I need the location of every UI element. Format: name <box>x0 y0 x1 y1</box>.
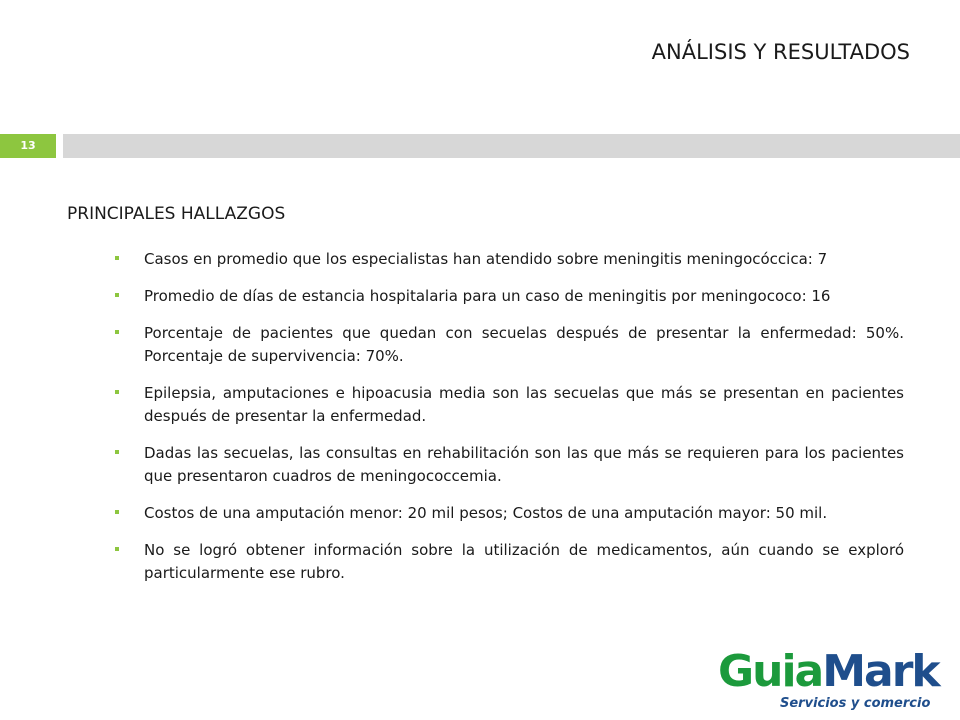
finding-item <box>112 248 904 271</box>
header-divider-bar <box>63 134 960 158</box>
section-heading: PRINCIPALES HALLAZGOS <box>67 204 286 224</box>
finding-item <box>112 442 904 488</box>
finding-text: Promedio de días de estancia hospitalaria para un caso de meningitis por meningococo: 16 <box>144 287 831 305</box>
square-bullet-icon <box>115 293 119 297</box>
finding-item <box>112 285 904 308</box>
finding-text: Dadas las secuelas, las consultas en rehabilitación son las que más se requieren para los pacientes que presentaron cuadros de meningococcemia. <box>144 444 904 485</box>
square-bullet-icon <box>115 256 119 260</box>
square-bullet-icon <box>115 450 119 454</box>
finding-text: Costos de una amputación menor: 20 mil pesos; Costos de una amputación mayor: 50 mil. <box>144 504 828 522</box>
finding-item <box>112 539 904 585</box>
square-bullet-icon <box>115 390 119 394</box>
finding-text: No se logró obtener información sobre la utilización de medicamentos, aún cuando se exploró particularmente ese rubro. <box>144 541 904 582</box>
finding-item <box>112 322 904 368</box>
finding-text: Casos en promedio que los especialistas han atendido sobre meningitis meningocóccica: 7 <box>144 250 828 268</box>
findings-list <box>112 248 904 599</box>
page-number-badge: 13 <box>0 134 56 158</box>
finding-item <box>112 382 904 428</box>
slide-title: ANÁLISIS Y RESULTADOS <box>651 40 910 64</box>
logo-word-mark: Mark <box>822 646 939 697</box>
logo-word-guia: Guia <box>718 646 823 697</box>
finding-text: Porcentaje de pacientes que quedan con secuelas después de presentar la enfermedad: 50%. Porcentaje de supervivencia: 70%. <box>144 324 904 365</box>
logo-tagline: Servicios y comercio <box>780 696 931 711</box>
square-bullet-icon <box>115 547 119 551</box>
logo-wordmark <box>718 648 939 696</box>
square-bullet-icon <box>115 510 119 514</box>
finding-item <box>112 502 904 525</box>
square-bullet-icon <box>115 330 119 334</box>
guiamark-logo <box>718 646 939 714</box>
finding-text: Epilepsia, amputaciones e hipoacusia media son las secuelas que más se presentan en pacientes después de presentar la enfermedad. <box>144 384 904 425</box>
